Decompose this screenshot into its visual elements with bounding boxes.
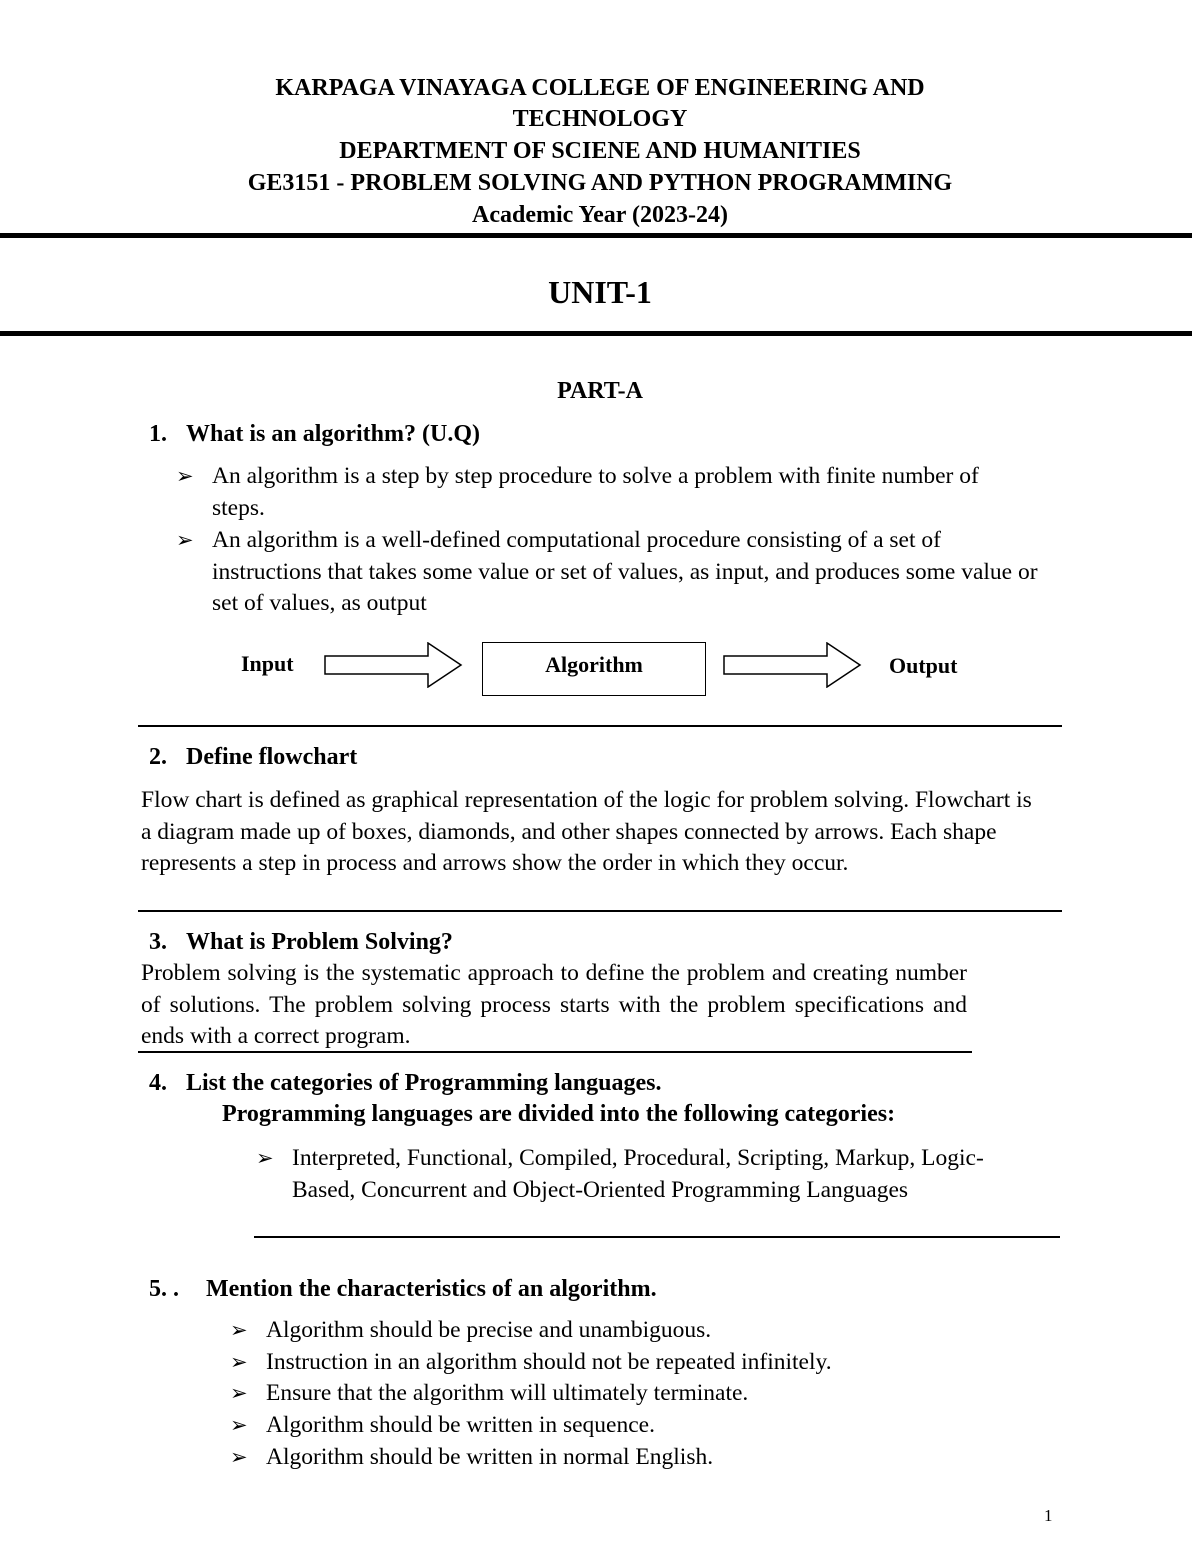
question-1-bullet-2 — [176, 525, 1056, 620]
right-arrow-icon — [324, 642, 464, 688]
arrow-bullet-icon: ➢ — [230, 1318, 248, 1342]
bullet-text: Interpreted, Functional, Compiled, Procedural, Scripting, Markup, Logic-Based, Concurrent and Object-Oriented Programming Languages — [292, 1145, 984, 1203]
question-5-bullet-2 — [230, 1347, 1030, 1379]
question-5-bullet-3 — [230, 1378, 1030, 1410]
question-4-bullet-1 — [256, 1143, 1056, 1206]
question-5-title: Mention the characteristics of an algorithm. — [206, 1276, 657, 1302]
diagram-process-label: Algorithm — [545, 652, 643, 677]
question-1-bullet-1 — [176, 461, 1056, 524]
diagram-input-label: Input — [241, 651, 294, 676]
question-5-bullet-1 — [230, 1315, 1030, 1347]
page-number: 1 — [1044, 1506, 1053, 1525]
part-title: PART-A — [557, 378, 643, 404]
arrow-bullet-icon: ➢ — [230, 1445, 248, 1469]
bullet-text: An algorithm is a step by step procedure to solve a problem with finite number of steps. — [212, 463, 979, 521]
bullet-text: An algorithm is a well-defined computational procedure consisting of a set of instructions that takes some value or set of values, as input, and produces some value or set of values, as output — [212, 527, 1038, 616]
question-2-title: Define flowchart — [186, 744, 358, 770]
question-1-title: What is an algorithm? (U.Q) — [186, 421, 480, 447]
question-1-number: 1. — [149, 421, 167, 447]
bullet-text: Instruction in an algorithm should not be repeated infinitely. — [266, 1349, 832, 1375]
unit-divider — [0, 331, 1192, 336]
question-4-number: 4. — [149, 1070, 167, 1096]
department-name: DEPARTMENT OF SCIENE AND HUMANITIES — [339, 138, 861, 164]
question-5-bullet-4 — [230, 1410, 1030, 1442]
bullet-text: Algorithm should be written in sequence. — [266, 1412, 655, 1438]
question-5-bullet-5 — [230, 1442, 1030, 1474]
section-divider — [254, 1236, 1060, 1238]
question-3-number: 3. — [149, 929, 167, 955]
question-4-title: List the categories of Programming languages. — [186, 1070, 662, 1096]
academic-year: Academic Year (2023-24) — [472, 202, 728, 228]
question-2-answer: Flow chart is defined as graphical representation of the logic for problem solving. Flowchart is a diagram made up of boxes, diamonds, and other shapes connected by arrows. Each shape represents a step in process and arrows show the order in which they occur. — [141, 787, 1032, 876]
course-title: GE3151 - PROBLEM SOLVING AND PYTHON PROGRAMMING — [247, 170, 953, 196]
arrow-bullet-icon: ➢ — [230, 1350, 248, 1374]
bullet-text: Algorithm should be written in normal English. — [266, 1444, 714, 1470]
right-arrow-icon — [723, 642, 863, 688]
question-5-number: 5. . — [149, 1276, 179, 1302]
bullet-text: Algorithm should be precise and unambiguous. — [266, 1317, 712, 1343]
unit-title: UNIT-1 — [548, 274, 652, 310]
college-name-line2: TECHNOLOGY — [512, 106, 688, 132]
section-divider — [138, 725, 1062, 727]
algorithm-box — [482, 642, 706, 696]
arrow-bullet-icon: ➢ — [256, 1146, 274, 1170]
section-divider — [138, 910, 1062, 912]
diagram-output-label: Output — [889, 653, 958, 678]
question-2-number: 2. — [149, 744, 167, 770]
arrow-bullet-icon: ➢ — [176, 464, 194, 488]
arrow-bullet-icon: ➢ — [176, 528, 194, 552]
college-name-line1: KARPAGA VINAYAGA COLLEGE OF ENGINEERING AND — [275, 75, 925, 101]
arrow-bullet-icon: ➢ — [230, 1413, 248, 1437]
algorithm-diagram — [200, 640, 1000, 710]
question-3-answer: Problem solving is the systematic approach to define the problem and creating number of solutions. The problem solving process starts with the problem specifications and ends with a correct program. — [141, 960, 967, 1049]
header-divider — [0, 233, 1192, 238]
arrow-bullet-icon: ➢ — [230, 1381, 248, 1405]
section-divider — [138, 1051, 972, 1053]
question-3-title: What is Problem Solving? — [186, 929, 453, 955]
question-4-subtitle: Programming languages are divided into the following categories: — [222, 1101, 896, 1127]
bullet-text: Ensure that the algorithm will ultimately terminate. — [266, 1380, 749, 1406]
